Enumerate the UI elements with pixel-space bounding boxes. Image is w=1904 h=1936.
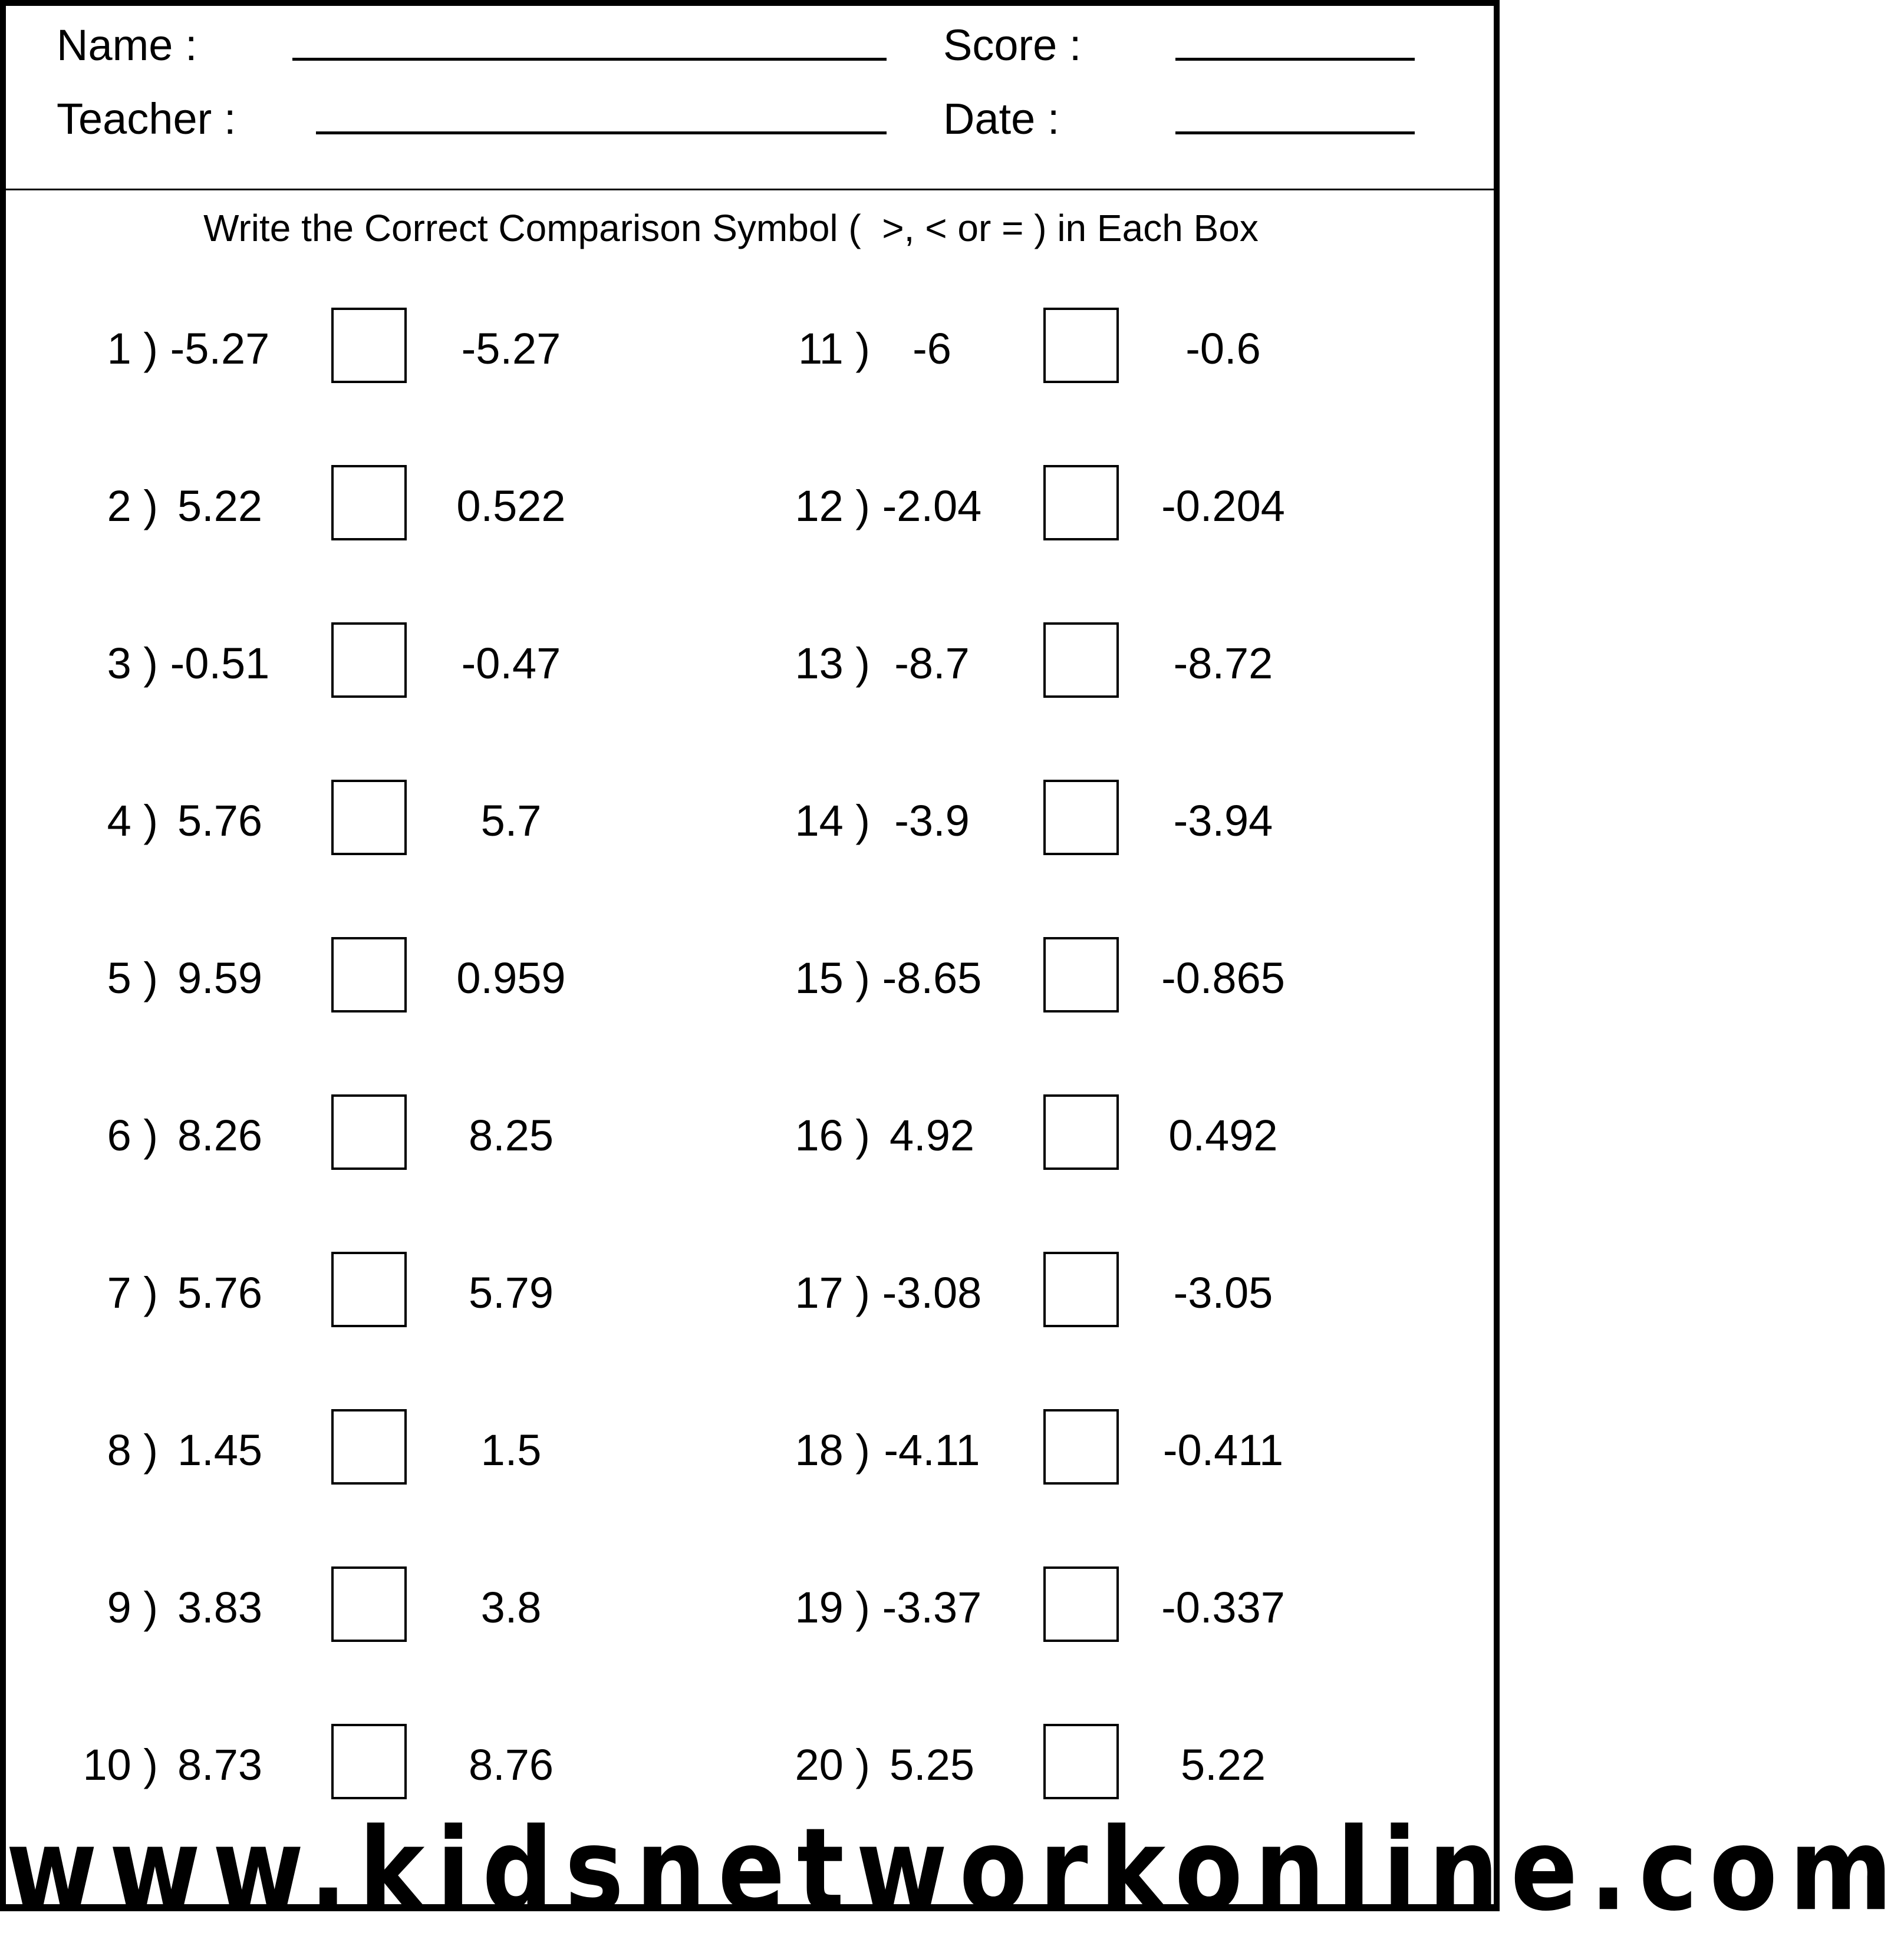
- problem-item: [75, 308, 783, 384]
- problem-item: [75, 1409, 783, 1486]
- right-value: 8.76: [468, 1740, 554, 1789]
- right-value: 5.79: [468, 1268, 554, 1317]
- right-value: 1.5: [480, 1426, 542, 1475]
- answer-box[interactable]: [1043, 1094, 1119, 1170]
- right-value: -0.411: [1162, 1426, 1284, 1475]
- header-divider: [6, 189, 1494, 190]
- problem-item: [75, 1252, 783, 1328]
- footer-url: www.kidsnetworkonline.com: [6, 1803, 1904, 1936]
- answer-box[interactable]: [1043, 1409, 1119, 1485]
- problem-item: [788, 1724, 1495, 1800]
- name-line[interactable]: [292, 58, 887, 61]
- right-value: -0.204: [1161, 481, 1285, 530]
- left-value: 9.59: [177, 954, 263, 1002]
- right-value: -0.47: [461, 639, 561, 688]
- date-line[interactable]: [1175, 131, 1415, 134]
- answer-box[interactable]: [331, 937, 407, 1012]
- left-value: 5.76: [177, 1268, 263, 1317]
- answer-box[interactable]: [1043, 1252, 1119, 1327]
- answer-box[interactable]: [331, 1094, 407, 1170]
- problem-item: [75, 1724, 783, 1800]
- problem-number: 3 ): [107, 639, 158, 688]
- answer-box[interactable]: [1043, 465, 1119, 540]
- left-value: -0.51: [170, 639, 270, 688]
- left-value: -3.37: [882, 1583, 982, 1632]
- right-value: 0.492: [1168, 1111, 1278, 1160]
- right-value: 5.7: [480, 796, 542, 845]
- instructions-text: Write the Correct Comparison Symbol ( >, < or = ) in Each Box: [203, 207, 1259, 249]
- date-label: Date :: [943, 94, 1060, 143]
- answer-box[interactable]: [1043, 1724, 1119, 1799]
- right-value: -3.94: [1173, 796, 1273, 845]
- problem-number: 19 ): [795, 1583, 870, 1632]
- problem-number: 8 ): [107, 1426, 158, 1475]
- left-value: 3.83: [177, 1583, 263, 1632]
- right-value: -8.72: [1173, 639, 1273, 688]
- problem-number: 1 ): [107, 324, 158, 373]
- problem-item: [75, 465, 783, 542]
- answer-box[interactable]: [331, 1252, 407, 1327]
- right-value: 8.25: [468, 1111, 554, 1160]
- left-value: 5.22: [177, 481, 263, 530]
- left-value: 1.45: [177, 1426, 263, 1475]
- answer-box[interactable]: [331, 1409, 407, 1485]
- answer-box[interactable]: [1043, 622, 1119, 698]
- right-value: 0.522: [456, 481, 566, 530]
- problem-item: [788, 1566, 1495, 1643]
- score-label: Score :: [943, 21, 1082, 70]
- answer-box[interactable]: [331, 465, 407, 540]
- problem-item: [788, 1252, 1495, 1328]
- teacher-label: Teacher :: [57, 94, 236, 143]
- problem-item: [75, 622, 783, 699]
- problem-number: 6 ): [107, 1111, 158, 1160]
- problem-number: 15 ): [795, 954, 870, 1002]
- right-value: -3.05: [1173, 1268, 1273, 1317]
- problem-item: [75, 1566, 783, 1643]
- left-value: -6: [913, 324, 951, 373]
- problem-item: [75, 1094, 783, 1171]
- problem-number: 9 ): [107, 1583, 158, 1632]
- answer-box[interactable]: [331, 622, 407, 698]
- problem-number: 11 ): [798, 324, 870, 373]
- left-value: -4.11: [884, 1426, 980, 1475]
- problem-number: 12 ): [795, 481, 870, 530]
- problem-number: 7 ): [107, 1268, 158, 1317]
- problem-item: [788, 780, 1495, 856]
- problem-number: 4 ): [107, 796, 158, 845]
- problem-item: [788, 1094, 1495, 1171]
- left-value: 8.73: [177, 1740, 263, 1789]
- right-value: 3.8: [480, 1583, 542, 1632]
- right-value: -5.27: [461, 324, 561, 373]
- right-value: -0.6: [1185, 324, 1261, 373]
- problem-number: 20 ): [795, 1740, 870, 1789]
- left-value: -8.65: [882, 954, 982, 1002]
- answer-box[interactable]: [331, 780, 407, 855]
- problem-item: [75, 780, 783, 856]
- name-label: Name :: [57, 21, 197, 70]
- right-value: -0.337: [1161, 1583, 1285, 1632]
- answer-box[interactable]: [1043, 780, 1119, 855]
- problem-number: 14 ): [795, 796, 870, 845]
- left-value: -5.27: [170, 324, 270, 373]
- problem-item: [788, 308, 1495, 384]
- right-value: -0.865: [1161, 954, 1285, 1002]
- problem-number: 16 ): [795, 1111, 870, 1160]
- answer-box[interactable]: [1043, 1566, 1119, 1642]
- right-value: 0.959: [456, 954, 566, 1002]
- teacher-line[interactable]: [316, 131, 887, 134]
- left-value: -2.04: [882, 481, 982, 530]
- problem-item: [75, 937, 783, 1014]
- answer-box[interactable]: [1043, 937, 1119, 1012]
- answer-box[interactable]: [1043, 308, 1119, 383]
- left-value: -3.9: [894, 796, 970, 845]
- answer-box[interactable]: [331, 1566, 407, 1642]
- left-value: 5.76: [177, 796, 263, 845]
- answer-box[interactable]: [331, 1724, 407, 1799]
- right-value: 5.22: [1180, 1740, 1266, 1789]
- left-value: -8.7: [894, 639, 970, 688]
- problem-item: [788, 622, 1495, 699]
- problem-number: 10 ): [83, 1740, 158, 1789]
- score-line[interactable]: [1175, 58, 1415, 61]
- problem-number: 17 ): [795, 1268, 870, 1317]
- problem-number: 18 ): [795, 1426, 870, 1475]
- problem-number: 13 ): [795, 639, 870, 688]
- left-value: 8.26: [177, 1111, 263, 1160]
- problem-item: [788, 937, 1495, 1014]
- answer-box[interactable]: [331, 308, 407, 383]
- problem-number: 2 ): [107, 481, 158, 530]
- left-value: -3.08: [882, 1268, 982, 1317]
- problem-item: [788, 1409, 1495, 1486]
- left-value: 4.92: [889, 1111, 975, 1160]
- problem-item: [788, 465, 1495, 542]
- problem-number: 5 ): [107, 954, 158, 1002]
- left-value: 5.25: [889, 1740, 975, 1789]
